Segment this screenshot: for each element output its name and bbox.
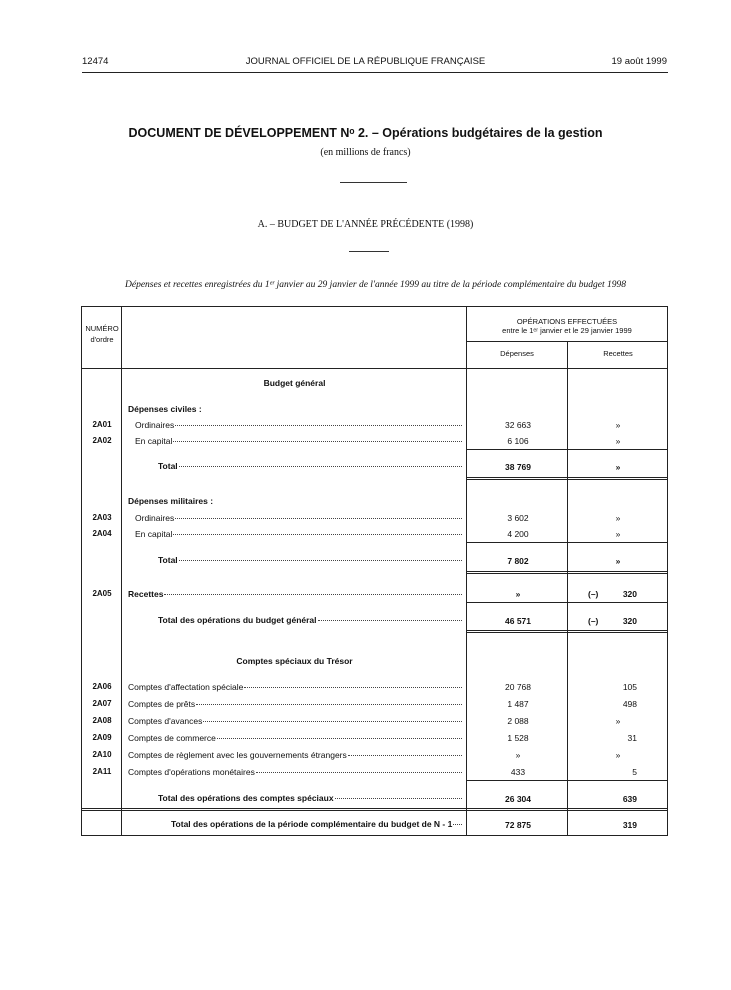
dot-leader	[175, 425, 462, 426]
label-text: Total	[158, 555, 178, 565]
depenses-value: 1 528	[507, 733, 529, 743]
dot-leader	[348, 755, 462, 756]
depenses-value: 2 088	[507, 716, 529, 726]
row-code: 2A06	[92, 682, 112, 691]
recettes-grand-total: 319	[622, 820, 637, 830]
depenses-total: 38 769	[505, 462, 531, 472]
row-label	[128, 767, 462, 777]
recettes-value: 105	[622, 682, 637, 692]
row-label	[128, 716, 462, 726]
dot-leader	[175, 518, 462, 519]
label-text: Comptes d'affectation spéciale	[128, 682, 244, 692]
dot-leader	[179, 466, 462, 467]
depenses-total: 7 802	[507, 556, 529, 566]
col-depenses-header: Dépenses	[500, 349, 534, 358]
row-label	[128, 420, 462, 430]
budget-general-heading: Budget général	[263, 378, 326, 388]
depenses-value: 20 768	[505, 682, 531, 692]
depenses-total: 26 304	[505, 794, 531, 804]
label-text: Total des opérations du budget général	[158, 615, 317, 625]
label-text: Recettes	[128, 589, 164, 599]
total-rule	[466, 630, 668, 633]
separator-rule	[340, 182, 407, 183]
label-text: Comptes d'avances	[128, 716, 203, 726]
dot-leader	[173, 534, 462, 535]
recettes-total: »	[615, 462, 621, 472]
separator-rule	[349, 251, 389, 252]
recettes-value: 498	[622, 699, 637, 709]
total-rule	[466, 571, 668, 574]
column-divider	[567, 341, 568, 835]
depenses-value: 32 663	[505, 420, 531, 430]
total-label	[128, 615, 462, 625]
recettes-value: »	[615, 436, 621, 446]
row-code: 2A01	[92, 420, 112, 429]
depenses-value: 3 602	[507, 513, 529, 523]
recettes-total: 320	[622, 616, 637, 626]
row-label	[128, 529, 462, 539]
depenses-civiles-heading: Dépenses civiles :	[128, 404, 202, 414]
row-label	[128, 513, 462, 523]
row-label	[128, 436, 462, 446]
row-code: 2A10	[92, 750, 112, 759]
subtotal-rule	[466, 602, 668, 603]
total-label	[128, 555, 462, 565]
grand-total-rule	[82, 808, 668, 811]
operations-header-line2: entre le 1ᵉʳ janvier et le 29 janvier 1999	[502, 326, 632, 335]
recettes-value: »	[615, 750, 621, 760]
dot-leader	[203, 721, 462, 722]
row-code: 2A09	[92, 733, 112, 742]
total-label	[128, 793, 462, 803]
document-subtitle: (en millions de francs)	[320, 147, 411, 158]
publication-date: 19 août 1999	[611, 56, 667, 67]
depenses-militaires-heading: Dépenses militaires :	[128, 496, 214, 506]
row-code: 2A11	[92, 767, 112, 776]
row-code: 2A03	[92, 513, 112, 522]
row-code: 2A04	[92, 529, 112, 538]
operations-header-line1: OPÉRATIONS EFFECTUÉES	[516, 317, 618, 326]
row-code: 2A07	[92, 699, 112, 708]
page-number: 12474	[82, 56, 109, 67]
depenses-value: »	[515, 750, 521, 760]
depenses-value: 4 200	[507, 529, 529, 539]
section-heading: A. – BUDGET DE L'ANNÉE PRÉCÉDENTE (1998)	[257, 219, 474, 230]
label-text: Ordinaires	[135, 513, 175, 523]
dot-leader	[179, 560, 462, 561]
recettes-sign: (–)	[588, 589, 599, 599]
comptes-speciaux-heading: Comptes spéciaux du Trésor	[236, 656, 353, 666]
col-recettes-header: Recettes	[603, 349, 633, 358]
label-text: Comptes de prêts	[128, 699, 196, 709]
dot-leader	[196, 704, 462, 705]
col-numero-line1: NUMÉRO	[85, 324, 119, 333]
header-rule	[82, 72, 668, 73]
dot-leader	[173, 441, 462, 442]
label-text: Total	[158, 461, 178, 471]
recettes-value: »	[615, 716, 621, 726]
depenses-value: 1 487	[507, 699, 529, 709]
table-caption: Dépenses et recettes enregistrées du 1ᵉʳ janvier au 29 janvier de l'année 1999 au titre de la période complémentaire du budget 1998	[125, 280, 626, 290]
recettes-sign: (–)	[588, 616, 599, 626]
subtotal-rule	[466, 542, 668, 543]
row-label	[128, 750, 462, 760]
dot-leader	[453, 824, 462, 825]
row-label	[128, 589, 462, 599]
dot-leader	[217, 738, 462, 739]
recettes-value: »	[615, 529, 621, 539]
dot-leader	[244, 687, 462, 688]
depenses-grand-total: 72 875	[505, 820, 531, 830]
header-rule	[82, 368, 668, 369]
label-text: Total des opérations des comptes spéciaux	[158, 793, 334, 803]
row-label	[128, 733, 462, 743]
label-text: En capital	[135, 529, 173, 539]
total-label	[128, 461, 462, 471]
row-label	[128, 699, 462, 709]
dot-leader	[318, 620, 462, 621]
total-rule	[466, 477, 668, 480]
row-code: 2A05	[92, 589, 112, 598]
col-numero-header	[82, 323, 122, 345]
recettes-value: 320	[622, 589, 637, 599]
dot-leader	[256, 772, 462, 773]
row-code: 2A02	[92, 436, 112, 445]
label-text: Ordinaires	[135, 420, 175, 430]
row-label	[128, 682, 462, 692]
label-text: Comptes d'opérations monétaires	[128, 767, 255, 777]
depenses-value: »	[515, 589, 521, 599]
header-rule	[466, 341, 668, 342]
subtotal-rule	[466, 780, 668, 781]
dot-leader	[164, 594, 462, 595]
depenses-value: 433	[510, 767, 526, 777]
recettes-value: »	[615, 420, 621, 430]
label-text: Comptes de règlement avec les gouvernements étrangers	[128, 750, 347, 760]
label-text: Comptes de commerce	[128, 733, 216, 743]
recettes-total: »	[615, 556, 621, 566]
recettes-value: 31	[627, 733, 637, 743]
label-text: Total des opérations de la période complémentaire du budget de N - 1	[171, 819, 453, 829]
depenses-total: 46 571	[505, 616, 531, 626]
dot-leader	[335, 798, 462, 799]
recettes-value: »	[615, 513, 621, 523]
journal-title: JOURNAL OFFICIEL DE LA RÉPUBLIQUE FRANÇAISE	[245, 56, 486, 67]
grand-total-label	[128, 819, 462, 829]
operations-table	[81, 306, 668, 836]
depenses-value: 6 106	[507, 436, 529, 446]
recettes-value: 5	[632, 767, 637, 777]
row-code: 2A08	[92, 716, 112, 725]
label-text: En capital	[135, 436, 173, 446]
col-numero-line2: d'ordre	[90, 335, 114, 344]
recettes-total: 639	[622, 794, 637, 804]
subtotal-rule	[466, 449, 668, 450]
document-title: DOCUMENT DE DÉVELOPPEMENT Nᵒ 2. – Opérations budgétaires de la gestion	[128, 126, 603, 140]
